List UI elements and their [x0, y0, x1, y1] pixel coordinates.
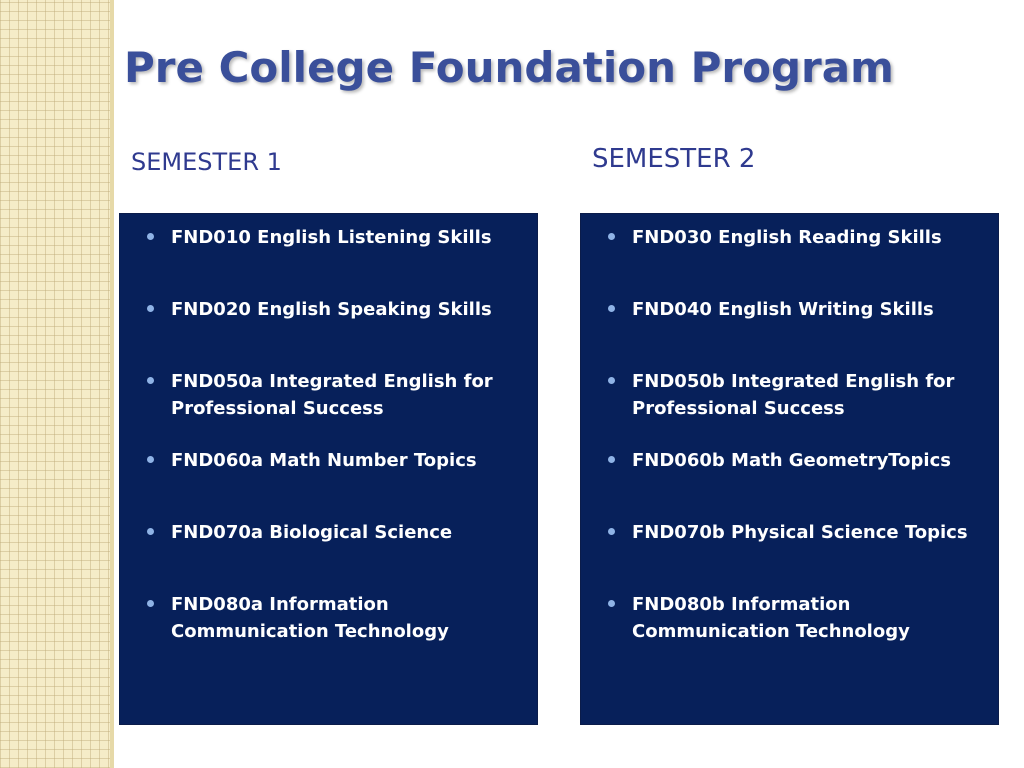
course-label: FND080b Information Communication Technology	[632, 594, 910, 642]
bullet-icon	[147, 528, 154, 535]
bullet-icon	[608, 377, 615, 384]
course-item	[120, 296, 529, 323]
course-item	[120, 591, 529, 645]
semester-2-course-list	[581, 214, 998, 645]
bullet-icon	[608, 305, 615, 312]
semester-2-heading: SEMESTER 2	[592, 144, 756, 174]
decorative-side-pattern	[0, 0, 110, 768]
semester-2-panel	[580, 213, 999, 725]
course-item	[581, 224, 990, 251]
course-label: FND030 English Reading Skills	[632, 227, 942, 248]
course-label: FND040 English Writing Skills	[632, 299, 934, 320]
course-item	[120, 368, 529, 422]
semester-1-panel	[119, 213, 538, 725]
course-item	[581, 447, 990, 474]
bullet-icon	[147, 600, 154, 607]
course-item	[581, 519, 990, 546]
decorative-side-pattern-edge	[110, 0, 114, 768]
course-item	[581, 591, 990, 645]
course-label: FND010 English Listening Skills	[171, 227, 492, 248]
bullet-icon	[147, 377, 154, 384]
bullet-icon	[147, 233, 154, 240]
course-label: FND050b Integrated English for Professional Success	[632, 371, 955, 419]
bullet-icon	[608, 528, 615, 535]
semester-1-course-list	[120, 214, 537, 645]
slide-title: Pre College Foundation Program	[124, 43, 894, 92]
course-item	[581, 296, 990, 323]
course-label: FND080a Information Communication Technology	[171, 594, 449, 642]
semester-1-heading: SEMESTER 1	[131, 148, 282, 176]
bullet-icon	[608, 456, 615, 463]
bullet-icon	[147, 456, 154, 463]
course-label: FND050a Integrated English for Professional Success	[171, 371, 493, 419]
bullet-icon	[608, 233, 615, 240]
course-label: FND020 English Speaking Skills	[171, 299, 492, 320]
course-label: FND070b Physical Science Topics	[632, 522, 968, 543]
bullet-icon	[608, 600, 615, 607]
bullet-icon	[147, 305, 154, 312]
course-item	[120, 224, 529, 251]
course-item	[581, 368, 990, 422]
course-item	[120, 447, 529, 474]
course-label: FND060b Math GeometryTopics	[632, 450, 951, 471]
course-item	[120, 519, 529, 546]
course-label: FND070a Biological Science	[171, 522, 453, 543]
course-label: FND060a Math Number Topics	[171, 450, 477, 471]
